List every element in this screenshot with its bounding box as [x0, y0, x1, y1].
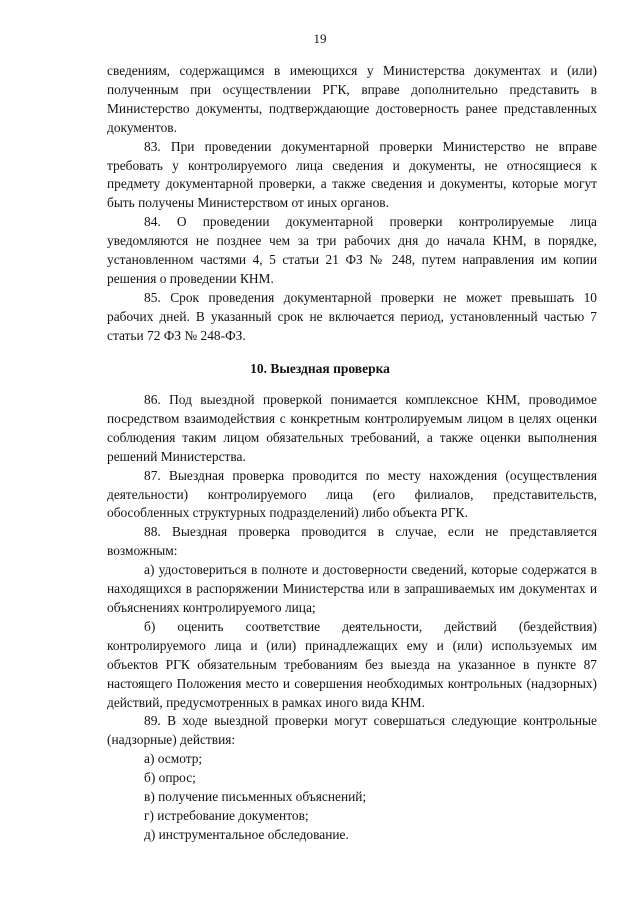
- paragraph-continuation: сведениям, содержащимся в имеющихся у Министерства документах и (или) полученным при осуществлении РГК, вправе дополнительно представить в Министерство документы, подтверждающие достоверность ранее представленных документов.: [107, 63, 597, 135]
- list-item: б) опрос;: [144, 770, 196, 786]
- paragraph-88: 88. Выездная проверка проводится в случае, если не представляется возможным:: [107, 524, 597, 559]
- paragraph-83: 83. При проведении документарной проверки Министерство не вправе требовать у контролируемого лица сведения и документы, не относящиеся к предмету документарной проверки, а также сведения и документы, которые могут быть получены Министерством от иных органов.: [107, 138, 597, 211]
- section-heading: 10. Выездная проверка: [250, 361, 390, 376]
- paragraph-87: 87. Выездная проверка проводится по месту нахождения (осуществления деятельности) контролируемого лица (его филиалов, представительств, обособленных структурных подразделений) либо объекта РГК.: [107, 467, 597, 521]
- list-item: г) истребование документов;: [144, 807, 309, 823]
- subparagraph-a: а) удостовериться в полноте и достоверности сведений, которые содержатся в находящихся в распоряжении Министерства или в запрашиваемых им документах и объяснениях контролируемого лица;: [107, 562, 597, 615]
- paragraph-85: 85. Срок проведения документарной проверки не может превышать 10 рабочих дней. В указанный срок не включается период, установленный частью 7 статьи 72 ФЗ № 248-ФЗ.: [107, 289, 597, 343]
- paragraph-89: 89. В ходе выездной проверки могут совершаться следующие контрольные (надзорные) действия:: [107, 713, 597, 748]
- paragraph-84: 84. О проведении документарной проверки контролируемые лица уведомляются не позднее чем за три рабочих дня до начала КНМ, в порядке, установленном частями 4, 5 статьи 21 ФЗ № 248, путем направления им копии решения о проведении КНМ.: [107, 214, 597, 286]
- list-item: д) инструментальное обследование.: [144, 826, 349, 842]
- section-text-block: [107, 391, 597, 845]
- list-item: а) осмотр;: [144, 751, 203, 767]
- actions-list: [107, 750, 597, 845]
- paragraph-86: 86. Под выездной проверкой понимается комплексное КНМ, проводимое посредством взаимодействия с конкретным контролируемым лицом в целях оценки соблюдения таким лицом обязательных требований, а также оценки выполнения решений Министерства.: [107, 392, 597, 464]
- top-text-block: [107, 62, 597, 346]
- list-item: в) получение письменных объяснений;: [144, 789, 367, 805]
- subparagraph-b: б) оценить соответствие деятельности, действий (бездействия) контролируемого лица и (или) принадлежащих ему и (или) используемых им объектов РГК обязательным требованиям без выезда на указанное в пункте 87 настоящего Положения место и совершения необходимых контрольных (надзорных) действий, предусмотренных в рамках иного вида КНМ.: [107, 618, 597, 710]
- page-number: 19: [313, 31, 327, 46]
